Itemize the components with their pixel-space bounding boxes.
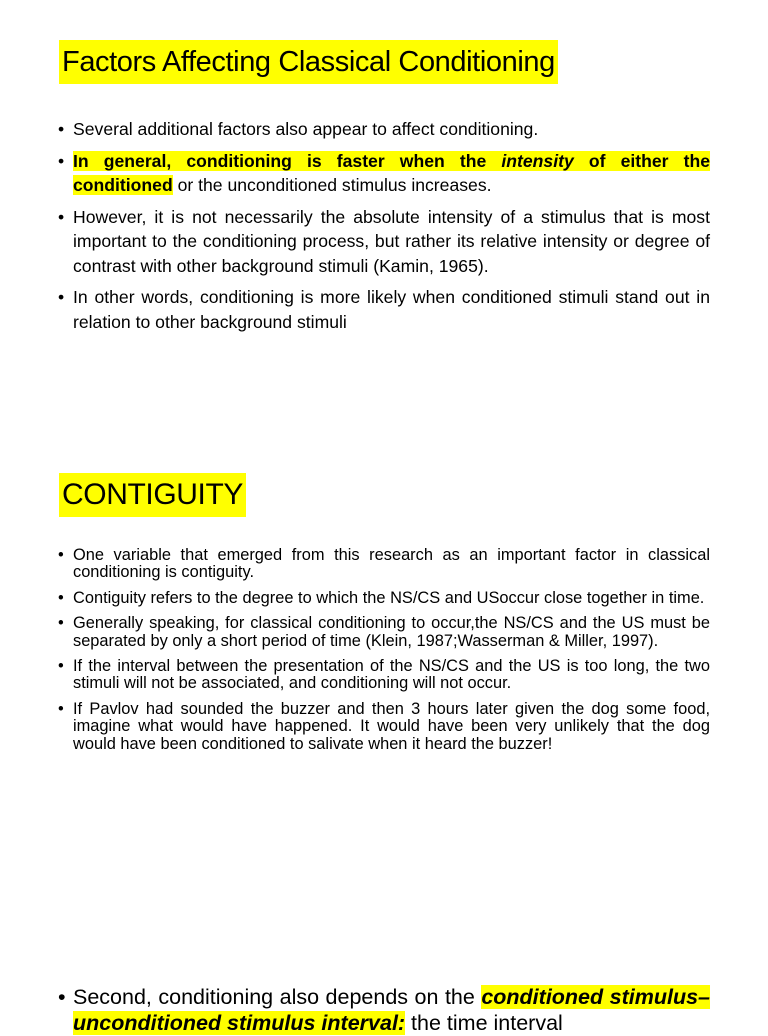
section-title: CONTIGUITY	[59, 473, 246, 517]
bullet-dot: •	[58, 287, 65, 307]
list-item	[58, 117, 710, 142]
bullet-dot: •	[58, 206, 65, 227]
factors-bullet-list	[58, 117, 710, 341]
bullet-text: However, it is not necessarily the absolute intensity of a stimulus that is most important to the conditioning process, but rather its relative intensity or degree of contrast with other background stimuli (Kamin, 1965).	[73, 206, 710, 276]
bullet-dot: •	[58, 699, 64, 718]
bullet-dot: •	[58, 546, 64, 564]
bullet-text: Contiguity refers to the degree to which the NS/CS and USoccur close together in time.	[73, 588, 705, 607]
bullet-text: Generally speaking, for classical conditioning to occur,the NS/CS and the US must be separated by only a short period of time (Klein, 1987;Wasserman & Miller, 1997).	[73, 614, 710, 650]
list-item	[58, 701, 710, 753]
page-title: Factors Affecting Classical Conditioning	[59, 40, 558, 84]
bold-text: In general, conditioning is faster when the	[73, 150, 502, 171]
bullet-text: In other words, conditioning is more likely when conditioned stimuli stand out in relation to other background stimuli	[73, 287, 710, 332]
bullet-dot: •	[58, 657, 64, 676]
bullet-text: If the interval between the presentation of the NS/CS and the US is too long, the two stimuli will not be associated, and conditioning will not occur.	[73, 657, 710, 693]
list-item	[58, 984, 710, 1036]
bullet-dot: •	[58, 985, 66, 1009]
bullet-text: Several additional factors also appear to affect conditioning.	[73, 119, 539, 139]
bullet-dot: •	[58, 588, 64, 607]
italic-text: intensity	[501, 150, 574, 171]
list-item	[58, 205, 710, 279]
interval-bullet-list	[58, 984, 710, 1036]
bold-text: of either the conditioned	[73, 150, 711, 195]
bullet-text: or the unconditioned stimulus increases.	[172, 175, 492, 195]
contiguity-bullet-list	[58, 547, 710, 761]
list-item	[58, 615, 710, 650]
list-item	[58, 149, 710, 198]
list-item	[58, 590, 710, 607]
bullet-text: Second, conditioning also depends on the	[73, 985, 482, 1009]
bullet-dot: •	[58, 614, 64, 633]
highlighted-term: conditioned stimulus–unconditioned stimulus interval:	[73, 985, 710, 1035]
bullet-text: the time interval	[405, 1011, 563, 1035]
bullet-text: If Pavlov had sounded the buzzer and then 3 hours later given the dog some food, imagine what would have happened. It would have been very unlikely that the dog would have been conditioned to salivate when it heard the buzzer!	[73, 699, 710, 753]
bullet-text: One variable that emerged from this research as an important factor in classical conditioning is contiguity.	[73, 546, 710, 582]
list-item	[58, 547, 710, 582]
list-item	[58, 285, 710, 334]
bullet-dot: •	[58, 119, 65, 139]
bullet-dot: •	[58, 150, 65, 171]
list-item	[58, 658, 710, 693]
